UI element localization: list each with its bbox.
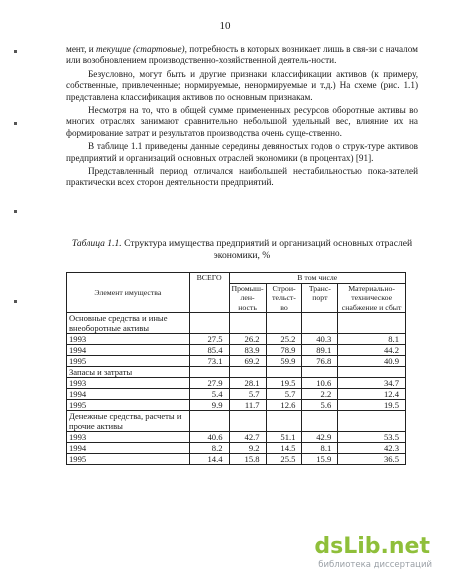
- table-body: [67, 313, 406, 465]
- body-text: [66, 44, 418, 191]
- value-cell: 34.7: [338, 378, 406, 389]
- table-row: [67, 356, 406, 367]
- value-cell: 27.5: [189, 334, 229, 345]
- value-cell: 59.9: [266, 356, 302, 367]
- value-cell: 40.6: [189, 432, 229, 443]
- table-group-row: [67, 411, 406, 432]
- empty-cell: [338, 411, 406, 432]
- value-cell: 42.9: [302, 432, 338, 443]
- table-row: [67, 389, 406, 400]
- table-row: [67, 454, 406, 465]
- group-label: Запасы и затраты: [67, 367, 190, 378]
- paragraph-1-emphasis: текущие (стартовые): [96, 44, 185, 54]
- header-element: Элемент имущества: [67, 273, 190, 313]
- table-row: [67, 443, 406, 454]
- empty-cell: [338, 367, 406, 378]
- table-row: [67, 345, 406, 356]
- header-including: В том числе: [229, 273, 405, 284]
- table-header-row-1: [67, 273, 406, 284]
- value-cell: 44.2: [338, 345, 406, 356]
- value-cell: 69.2: [229, 356, 266, 367]
- table-row: [67, 334, 406, 345]
- margin-mark: [14, 300, 17, 303]
- value-cell: 8.2: [189, 443, 229, 454]
- value-cell: 40.9: [338, 356, 406, 367]
- paragraph-1-end: , потребность в которых возникает лишь в свя-зи с началом или возобновлением производственно-хозяйственной деятель-ности.: [66, 44, 418, 66]
- group-label: Денежные средства, расчеты и прочие активы: [67, 411, 190, 432]
- header-construction: Строи-тельст-во: [266, 283, 302, 313]
- year-cell: 1993: [67, 378, 190, 389]
- value-cell: 40.3: [302, 334, 338, 345]
- value-cell: 9.2: [229, 443, 266, 454]
- value-cell: 89.1: [302, 345, 338, 356]
- value-cell: 11.7: [229, 400, 266, 411]
- table-caption: [66, 238, 418, 262]
- empty-cell: [266, 367, 302, 378]
- asset-structure-table: [66, 272, 406, 465]
- margin-mark: [14, 210, 17, 213]
- year-cell: 1994: [67, 389, 190, 400]
- value-cell: 5.7: [266, 389, 302, 400]
- value-cell: 28.1: [229, 378, 266, 389]
- empty-cell: [302, 367, 338, 378]
- paragraph-4: В таблице 1.1 приведены данные середины девяностых годов о струк-туре активов предприятий и организаций основных отраслей экономики (в процентах) [91].: [66, 141, 418, 163]
- empty-cell: [338, 313, 406, 334]
- value-cell: 9.9: [189, 400, 229, 411]
- header-total: ВСЕГО: [189, 273, 229, 313]
- value-cell: 8.1: [338, 334, 406, 345]
- paragraph-1: [66, 44, 418, 67]
- empty-cell: [189, 313, 229, 334]
- empty-cell: [189, 367, 229, 378]
- table-caption-label: Таблица 1.1.: [71, 238, 122, 249]
- paragraph-1-start: мент, и: [66, 44, 97, 54]
- value-cell: 76.8: [302, 356, 338, 367]
- value-cell: 42.3: [338, 443, 406, 454]
- value-cell: 83.9: [229, 345, 266, 356]
- value-cell: 26.2: [229, 334, 266, 345]
- empty-cell: [302, 411, 338, 432]
- table-caption-title: Структура имущества предприятий и организаций основных отраслей экономики, %: [124, 238, 413, 261]
- value-cell: 15.9: [302, 454, 338, 465]
- value-cell: 15.8: [229, 454, 266, 465]
- year-cell: 1994: [67, 345, 190, 356]
- table-group-row: [67, 313, 406, 334]
- empty-cell: [229, 313, 266, 334]
- value-cell: 51.1: [266, 432, 302, 443]
- empty-cell: [266, 313, 302, 334]
- value-cell: 8.1: [302, 443, 338, 454]
- value-cell: 25.2: [266, 334, 302, 345]
- watermark-logo: dsLib.net: [314, 534, 430, 559]
- paragraph-3: Несмотря на то, что в общей сумме примененных ресурсов оборотные активы во многих отраслях занимают сравнительно небольшой удельный вес, влияние их на формирование затрат и результатов производства очень суще-ственно.: [66, 105, 418, 138]
- empty-cell: [229, 367, 266, 378]
- paragraph-2: Безусловно, могут быть и другие признаки классификации активов (к примеру, собственные, привлеченные; нормируемые, ненормируемые и т.д.) На схеме (рис. 1.1) представлена классификация активов по основным признакам.: [66, 68, 418, 102]
- header-transport: Транс-порт: [302, 283, 338, 313]
- value-cell: 19.5: [338, 400, 406, 411]
- value-cell: 5.4: [189, 389, 229, 400]
- header-supply: Материально-техническое снабжение и сбыт: [338, 283, 406, 313]
- year-cell: 1995: [67, 454, 190, 465]
- margin-mark: [14, 122, 17, 125]
- watermark-text: библиотека диссертаций: [318, 560, 432, 570]
- value-cell: 85.4: [189, 345, 229, 356]
- year-cell: 1994: [67, 443, 190, 454]
- value-cell: 5.7: [229, 389, 266, 400]
- empty-cell: [189, 411, 229, 432]
- value-cell: 12.4: [338, 389, 406, 400]
- value-cell: 53.5: [338, 432, 406, 443]
- year-cell: 1993: [67, 334, 190, 345]
- table-group-row: [67, 367, 406, 378]
- value-cell: 14.5: [266, 443, 302, 454]
- value-cell: 19.5: [266, 378, 302, 389]
- page-number: 10: [219, 20, 231, 32]
- value-cell: 42.7: [229, 432, 266, 443]
- paragraph-5: Представленный период отличался наибольшей нестабильностью пока-зателей практически всех сторон деятельности предприятий.: [66, 166, 418, 188]
- value-cell: 27.9: [189, 378, 229, 389]
- margin-mark: [14, 50, 17, 53]
- year-cell: 1995: [67, 400, 190, 411]
- watermark: [276, 534, 436, 574]
- value-cell: 78.9: [266, 345, 302, 356]
- header-industry: Промыш-лен-ность: [229, 283, 266, 313]
- year-cell: 1993: [67, 432, 190, 443]
- value-cell: 2.2: [302, 389, 338, 400]
- value-cell: 25.5: [266, 454, 302, 465]
- value-cell: 10.6: [302, 378, 338, 389]
- group-label: Основные средства и иные внеоборотные активы: [67, 313, 190, 334]
- table-row: [67, 432, 406, 443]
- value-cell: 73.1: [189, 356, 229, 367]
- value-cell: 36.5: [338, 454, 406, 465]
- table-row: [67, 378, 406, 389]
- table-row: [67, 400, 406, 411]
- empty-cell: [266, 411, 302, 432]
- empty-cell: [229, 411, 266, 432]
- empty-cell: [302, 313, 338, 334]
- year-cell: 1995: [67, 356, 190, 367]
- value-cell: 12.6: [266, 400, 302, 411]
- value-cell: 14.4: [189, 454, 229, 465]
- value-cell: 5.6: [302, 400, 338, 411]
